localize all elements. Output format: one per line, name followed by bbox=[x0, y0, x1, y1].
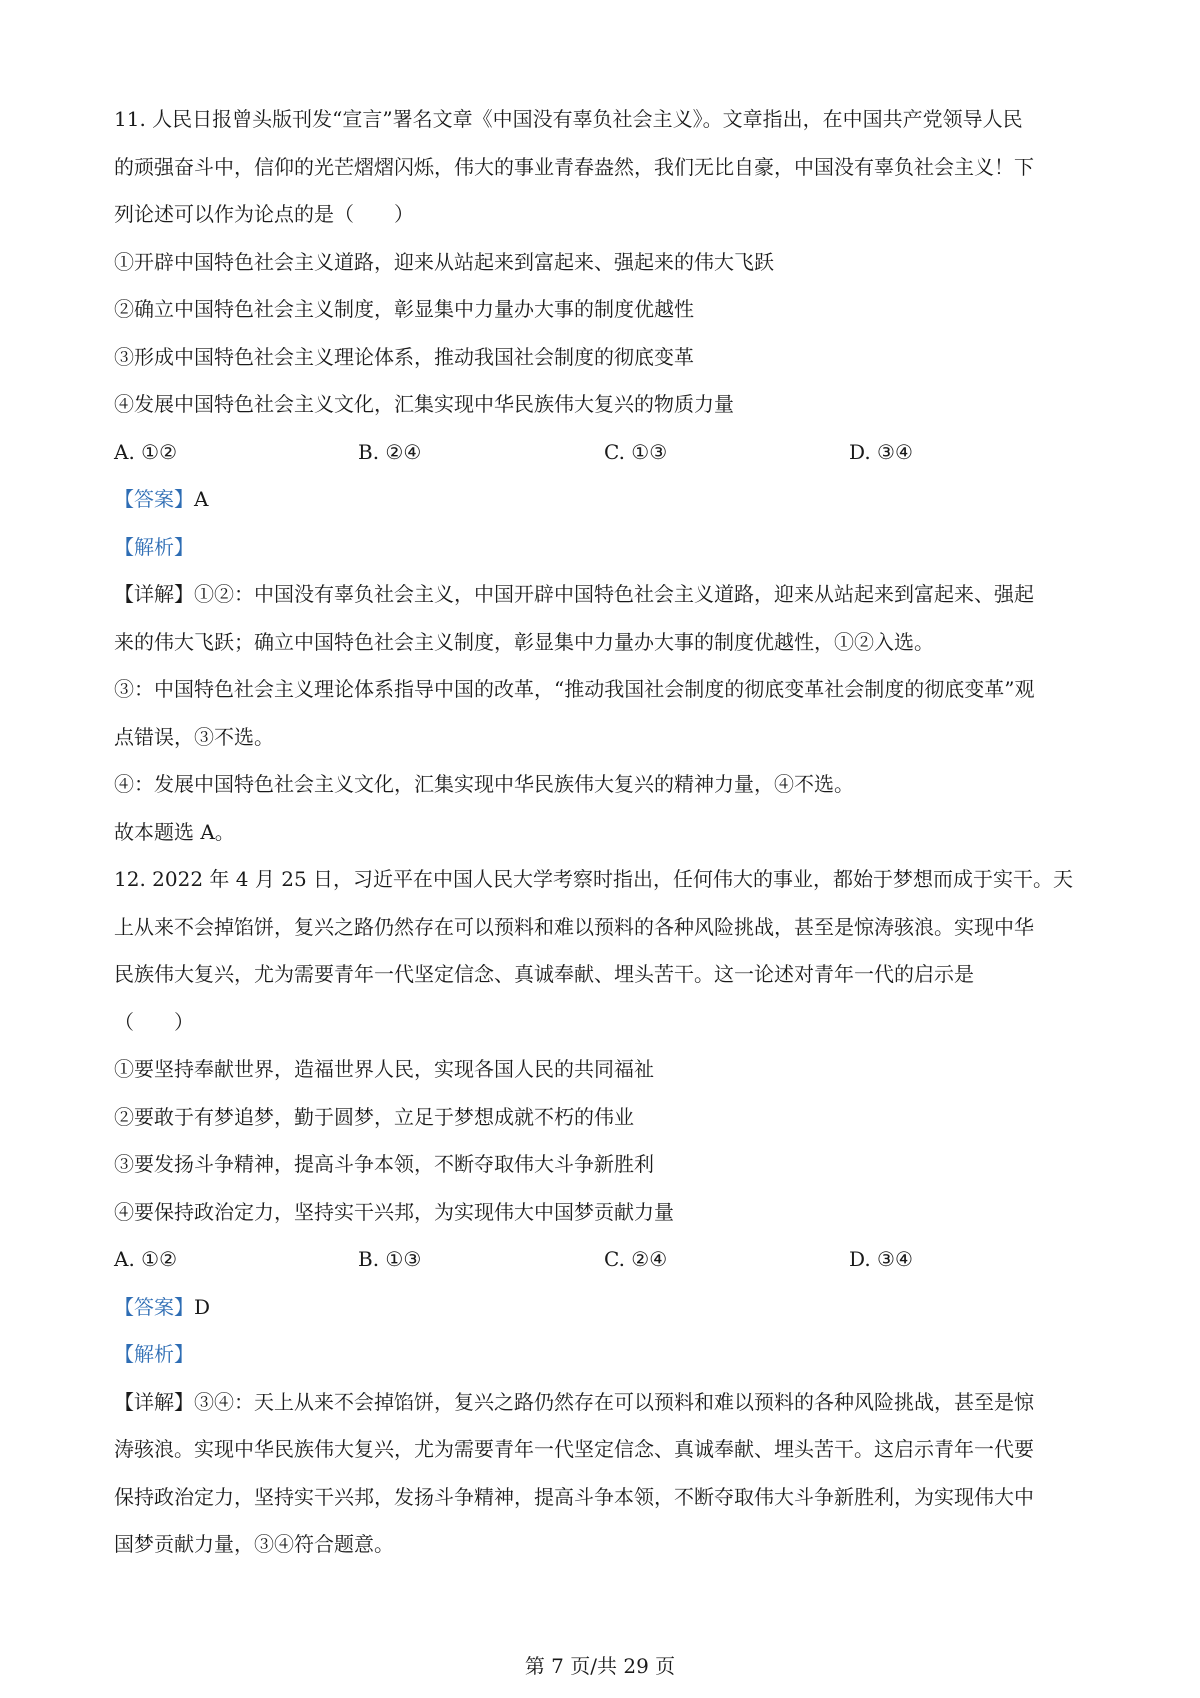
option-a: A. ①② bbox=[114, 1247, 178, 1271]
question-stem-line: 民族伟大复兴，尤为需要青年一代坚定信念、真诚奉献、埋头苦干。这一论述对青年一代的启示是 bbox=[114, 962, 974, 986]
question-stem-line: 的顽强奋斗中，信仰的光芒熠熠闪烁，伟大的事业青春盎然，我们无比自豪，中国没有辜负社会主义！下 bbox=[114, 154, 1034, 179]
detail-tag: 【详解】 bbox=[114, 1389, 194, 1414]
answer-line bbox=[114, 1284, 1106, 1332]
answer-value: A bbox=[194, 487, 209, 511]
analysis-tag: 【解析】 bbox=[114, 534, 194, 559]
explanation-line: 点错误，③不选。 bbox=[114, 724, 274, 749]
question-stem-line: 上从来不会掉馅饼，复兴之路仍然存在可以预料和难以预料的各种风险挑战，甚至是惊涛骇浪。实现中华 bbox=[114, 914, 1034, 939]
explanation-line: 故本题选 A。 bbox=[114, 819, 235, 844]
answer-options bbox=[114, 429, 1106, 477]
question-12 bbox=[114, 856, 1106, 1569]
answer-tag: 【答案】 bbox=[114, 487, 194, 511]
option-c: C. ①③ bbox=[604, 439, 668, 464]
option-d: D. ③④ bbox=[849, 1247, 913, 1271]
question-stem-line: 11. 人民日报曾头版刊发“宣言”署名文章《中国没有辜负社会主义》。文章指出，在中国共产党领导人民 bbox=[114, 107, 1023, 131]
analysis-line bbox=[114, 524, 1106, 572]
answer-value: D bbox=[194, 1294, 211, 1319]
explanation-line: 保持政治定力，坚持实干兴邦，发扬斗争精神，提高斗争本领，不断夺取伟大斗争新胜利，为实现伟大中 bbox=[114, 1484, 1034, 1509]
option-c: C. ②④ bbox=[604, 1247, 668, 1271]
answer-line bbox=[114, 476, 1106, 524]
explanation-text: ①②：中国没有辜负社会主义，中国开辟中国特色社会主义道路，迎来从站起来到富起来、强起 bbox=[194, 582, 1034, 606]
explanation-line: ④：发展中国特色社会主义文化，汇集实现中华民族伟大复兴的精神力量，④不选。 bbox=[114, 772, 854, 796]
explanation-line: 国梦贡献力量，③④符合题意。 bbox=[114, 1532, 394, 1556]
question-11 bbox=[114, 96, 1106, 856]
answer-tag: 【答案】 bbox=[114, 1294, 194, 1319]
statement-3: ③形成中国特色社会主义理论体系，推动我国社会制度的彻底变革 bbox=[114, 344, 694, 369]
question-stem-line: 12. 2022 年 4 月 25 日，习近平在中国人民大学考察时指出，任何伟大的事业，都始于梦想而成于实干。天 bbox=[114, 867, 1074, 891]
statement-1: ①开辟中国特色社会主义道路，迎来从站起来到富起来、强起来的伟大飞跃 bbox=[114, 249, 774, 274]
detail-tag: 【详解】 bbox=[114, 582, 194, 606]
answer-options bbox=[114, 1236, 1106, 1284]
explanation-line: 涛骇浪。实现中华民族伟大复兴，尤为需要青年一代坚定信念、真诚奉献、埋头苦干。这启示青年一代要 bbox=[114, 1437, 1034, 1461]
explanation-text: ③④：天上从来不会掉馅饼，复兴之路仍然存在可以预料和难以预料的各种风险挑战，甚至是惊 bbox=[194, 1389, 1034, 1414]
explanation-line: 来的伟大飞跃；确立中国特色社会主义制度，彰显集中力量办大事的制度优越性，①②入选。 bbox=[114, 629, 934, 654]
statement-4: ④发展中国特色社会主义文化，汇集实现中华民族伟大复兴的物质力量 bbox=[114, 392, 734, 416]
statement-2: ②要敢于有梦追梦，勤于圆梦，立足于梦想成就不朽的伟业 bbox=[114, 1104, 634, 1129]
analysis-line bbox=[114, 1331, 1106, 1379]
question-stem-line: 列论述可以作为论点的是（ ） bbox=[114, 202, 414, 226]
statement-4: ④要保持政治定力，坚持实干兴邦，为实现伟大中国梦贡献力量 bbox=[114, 1199, 674, 1224]
explanation-line bbox=[114, 1379, 1106, 1427]
option-b: B. ①③ bbox=[358, 1247, 422, 1271]
option-d: D. ③④ bbox=[849, 439, 913, 464]
explanation-line bbox=[114, 571, 1106, 619]
explanation-line: ③：中国特色社会主义理论体系指导中国的改革，“推动我国社会制度的彻底变革社会制度的彻底变革”观 bbox=[114, 677, 1035, 701]
option-a: A. ①② bbox=[114, 439, 178, 464]
statement-3: ③要发扬斗争精神，提高斗争本领，不断夺取伟大斗争新胜利 bbox=[114, 1152, 654, 1176]
option-b: B. ②④ bbox=[358, 439, 422, 464]
page-content bbox=[114, 96, 1106, 1569]
question-stem-line: （ ） bbox=[114, 1009, 194, 1034]
page-number: 第 7 页/共 29 页 bbox=[524, 1654, 676, 1678]
statement-2: ②确立中国特色社会主义制度，彰显集中力量办大事的制度优越性 bbox=[114, 297, 694, 321]
statement-1: ①要坚持奉献世界，造福世界人民，实现各国人民的共同福祉 bbox=[114, 1057, 654, 1081]
analysis-tag: 【解析】 bbox=[114, 1342, 194, 1366]
